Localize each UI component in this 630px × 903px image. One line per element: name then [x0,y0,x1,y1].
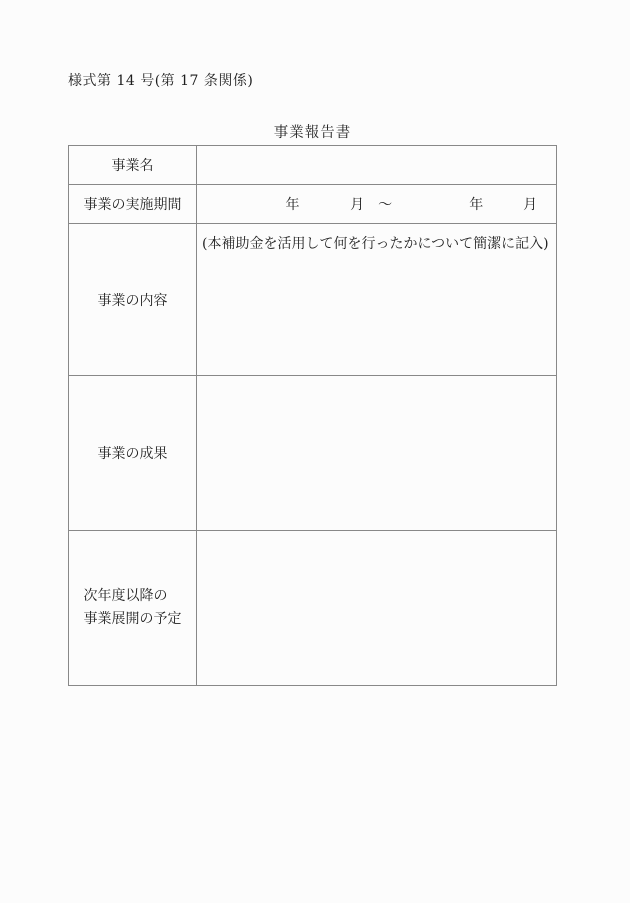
period-tilde: 〜 [378,197,393,213]
row-label-business-content: 事業の内容 [69,224,197,376]
business-report-table [68,145,557,686]
row-label-business-name: 事業名 [69,146,197,185]
table-row [69,146,557,185]
next-year-plans-label [84,585,182,631]
business-results-field [197,376,557,531]
period-end-month-label: 月 [523,197,538,213]
content-instruction-note: (本補助金を活用して何を行ったかについて簡潔に記入) [202,236,549,252]
table-row [69,185,557,224]
period-end-year-label: 年 [469,197,484,213]
row-label-next-year-plans [69,531,197,686]
next-year-plans-label-line1: 次年度以降の [83,588,168,604]
period-start-month-label: 月 [350,197,365,213]
form-number: 様式第 14 号(第 17 条関係) [68,73,254,89]
table-row [69,224,557,376]
row-label-business-results: 事業の成果 [69,376,197,531]
document-title: 事業報告書 [273,125,352,141]
business-name-field [197,146,557,185]
table-row [69,531,557,686]
next-year-plans-field [197,531,557,686]
implementation-period-field [197,185,557,224]
row-label-implementation-period: 事業の実施期間 [69,185,197,224]
table-row [69,376,557,531]
business-content-field [197,224,557,376]
period-start-year-label: 年 [285,197,300,213]
next-year-plans-label-line2: 事業展開の予定 [83,611,182,627]
